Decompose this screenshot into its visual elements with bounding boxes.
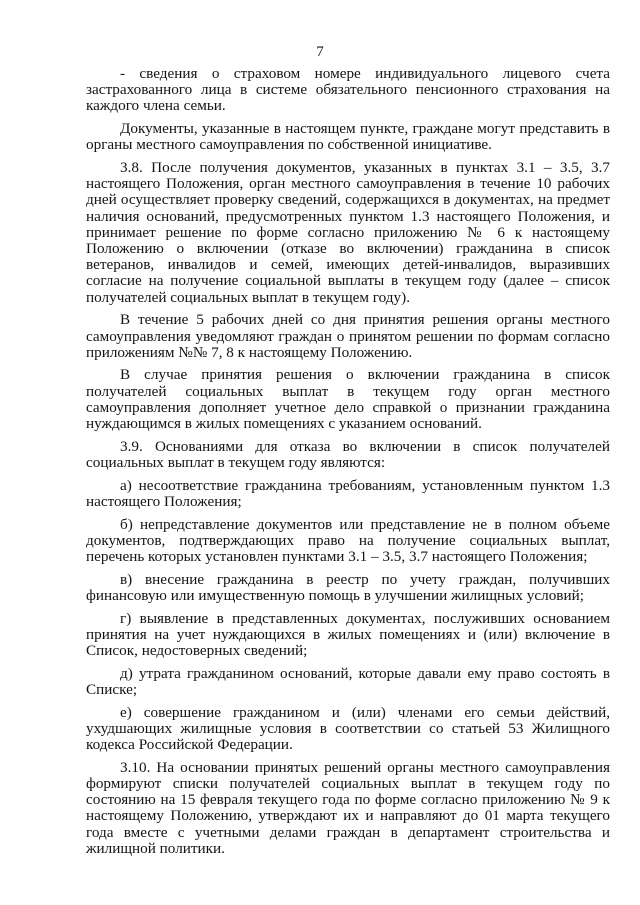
paragraph-3-8: 3.8. После получения документов, указанных в пунктах 3.1 – 3.5, 3.7 настоящего Положения, орган местного самоуправления в течение 10 рабочих дней осуществляет проверку сведений, содержащихся в документах, на предмет наличия оснований, предусмотренных пунктом 1.3 настоящего Положения, и принимает решение по форме согласно приложению № 6 к настоящему Положению о включении (отказе во включении) гражданина в список ветеранов, инвалидов и семей, имеющих детей-инвалидов, выразивших согласие на получение социальной выплаты в текущем году (далее – список получателей социальных выплат в текущем году). (86, 159, 610, 306)
paragraph-3-10: 3.10. На основании принятых решений органы местного самоуправления формируют списки получателей социальных выплат в текущем году по состоянию на 15 февраля текущего года по форме согласно приложению № 9 к настоящему Положению, утверждают их и направляют до 01 марта текущего года вместе с учетными делами граждан в департамент строительства и жилищной политики. (86, 758, 610, 857)
paragraph-3-9: 3.9. Основаниями для отказа во включении в список получателей социальных выплат в текущем году являются: (86, 437, 610, 471)
list-item-e: е) совершение гражданином и (или) членами его семьи действий, ухудшающих жилищные условия в соответствии со статьей 53 Жилищного кодекса Российской Федерации. (86, 703, 610, 754)
page-number: 7 (316, 44, 324, 60)
paragraph-notification: В течение 5 рабочих дней со дня принятия решения органы местного самоуправления уведомляют граждан о принятом решении по формам согласно приложениям №№ 7, 8 к настоящему Положению. (86, 311, 610, 361)
list-item-g: г) выявление в представленных документах, послуживших основанием принятия на учет нуждающихся в жилых помещениях и (или) включение в Список, недостоверных сведений; (86, 609, 610, 659)
list-item-a: а) несоответствие гражданина требованиям, установленным пунктом 1.3 настоящего Положения; (86, 476, 610, 510)
paragraph-documents-initiative: Документы, указанные в настоящем пункте, граждане могут представить в органы местного самоуправления по собственной инициативе. (86, 120, 610, 154)
document-body (86, 66, 610, 863)
paragraph-insurance-info: - сведения о страховом номере индивидуального лицевого счета застрахованного лица в системе обязательного пенсионного страхования на каждого члена семьи. (86, 65, 610, 115)
list-item-b: б) непредставление документов или представление не в полном объеме документов, подтверждающих право на получение социальных выплат, перечень которых установлен пунктами 3.1 – 3.5, 3.7 настоящего Положения; (86, 515, 610, 565)
list-item-d: д) утрата гражданином оснований, которые давали ему право состоять в Списке; (86, 664, 610, 698)
paragraph-inclusion-certificate: В случае принятия решения о включении гражданина в список получателей социальных выплат в текущем году орган местного самоуправления дополняет учетное дело справкой о признании гражданина нуждающимся в жилых помещениях с указанием оснований. (86, 366, 610, 433)
list-item-v: в) внесение гражданина в реестр по учету граждан, получивших финансовую или имущественную помощь в улучшении жилищных условий; (86, 570, 610, 604)
